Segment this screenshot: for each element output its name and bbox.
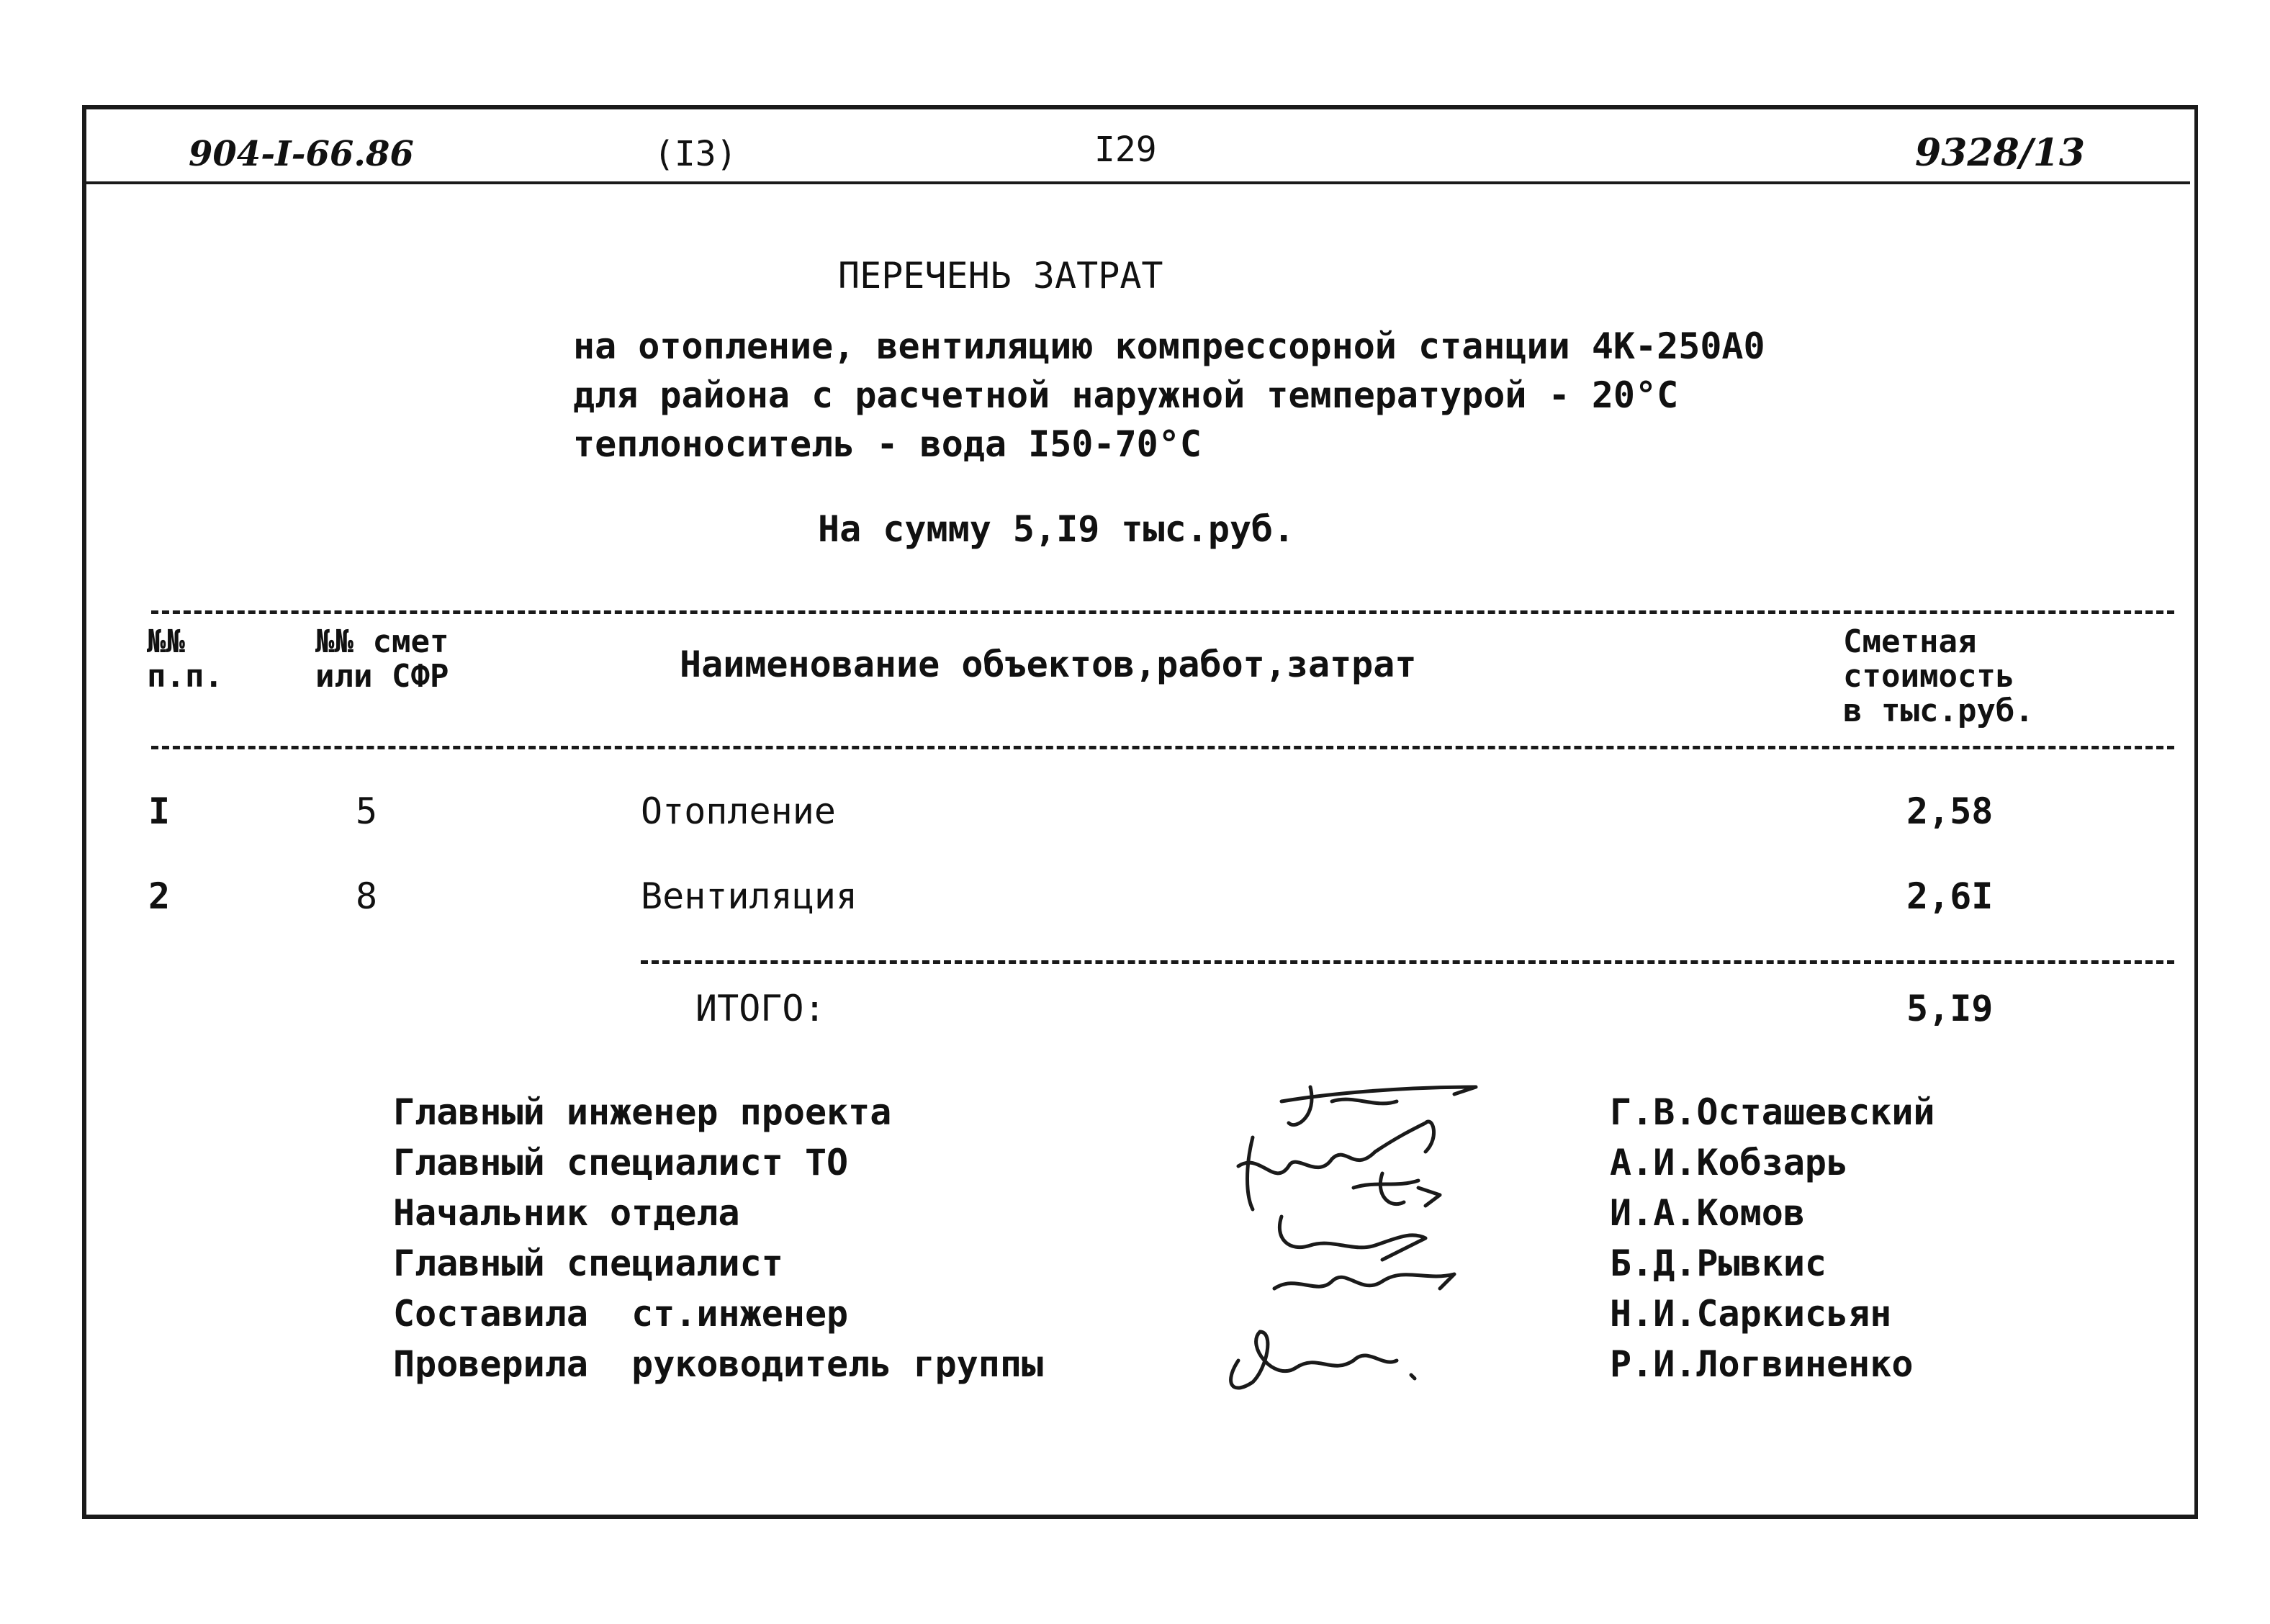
page-number: I29 <box>1094 130 1157 170</box>
part-number: (I3) <box>654 134 737 174</box>
col-num-label-2: п.п. <box>147 658 223 695</box>
subtitle-line-2: для района с расчетной наружной температурой - 20°С <box>573 374 1679 416</box>
row-1-estimate: 5 <box>356 790 378 832</box>
handwritten-signatures <box>1210 1073 1555 1411</box>
document-code: 904-I-66.86 <box>189 134 414 174</box>
table-top-dashed-rule <box>151 610 2174 614</box>
name-2: А.И.Кобзарь <box>1610 1142 1849 1183</box>
total-label: ИТОГО: <box>695 988 826 1029</box>
subtitle-line-1: на отопление, вентиляцию компрессорной станции 4К-250А0 <box>573 325 1765 367</box>
role-6: Проверила руководитель группы <box>393 1343 1044 1385</box>
col-cost-label-2: стоимость <box>1843 658 2015 695</box>
col-name-label: Наименование объектов,работ,затрат <box>680 644 1417 685</box>
table-header-dashed-rule <box>151 746 2174 749</box>
row-2-name: Вентиляция <box>641 875 858 917</box>
role-3: Начальник отдела <box>393 1192 740 1234</box>
row-1-cost: 2,58 <box>1906 790 1994 832</box>
role-5: Составила ст.инженер <box>393 1293 849 1335</box>
role-2: Главный специалист ТО <box>393 1142 849 1183</box>
archive-number: 9328/13 <box>1915 131 2086 175</box>
role-4: Главный специалист <box>393 1242 783 1284</box>
page-title: ПЕРЕЧЕНЬ ЗАТРАТ <box>838 255 1163 297</box>
role-1: Главный инженер проекта <box>393 1091 892 1133</box>
name-5: Н.И.Саркисьян <box>1610 1293 1892 1335</box>
header-rule <box>86 181 2190 184</box>
row-2-cost: 2,6I <box>1906 875 1994 917</box>
subtitle-line-3: теплоноситель - вода I50-70°С <box>573 423 1202 465</box>
total-dashed-rule <box>641 960 2174 964</box>
col-cost-label-1: Сметная <box>1843 623 1977 660</box>
col-cost-label-3: в тыс.руб. <box>1843 693 2034 729</box>
col-estimate-label-2: или СФР <box>315 658 449 695</box>
row-1-num: I <box>148 790 171 832</box>
name-3: И.А.Комов <box>1610 1192 1805 1234</box>
col-num-label-1: №№ <box>147 623 185 660</box>
name-4: Б.Д.Рывкис <box>1610 1242 1827 1284</box>
row-2-estimate: 8 <box>356 875 378 917</box>
total-sum-line: На сумму 5,I9 тыс.руб. <box>818 508 1295 550</box>
col-estimate-label-1: №№ смет <box>315 623 449 660</box>
name-6: Р.И.Логвиненко <box>1610 1343 1914 1385</box>
row-2-num: 2 <box>148 875 171 917</box>
row-1-name: Отопление <box>641 790 836 832</box>
name-1: Г.В.Осташевский <box>1610 1091 1935 1133</box>
total-value: 5,I9 <box>1906 988 1994 1029</box>
